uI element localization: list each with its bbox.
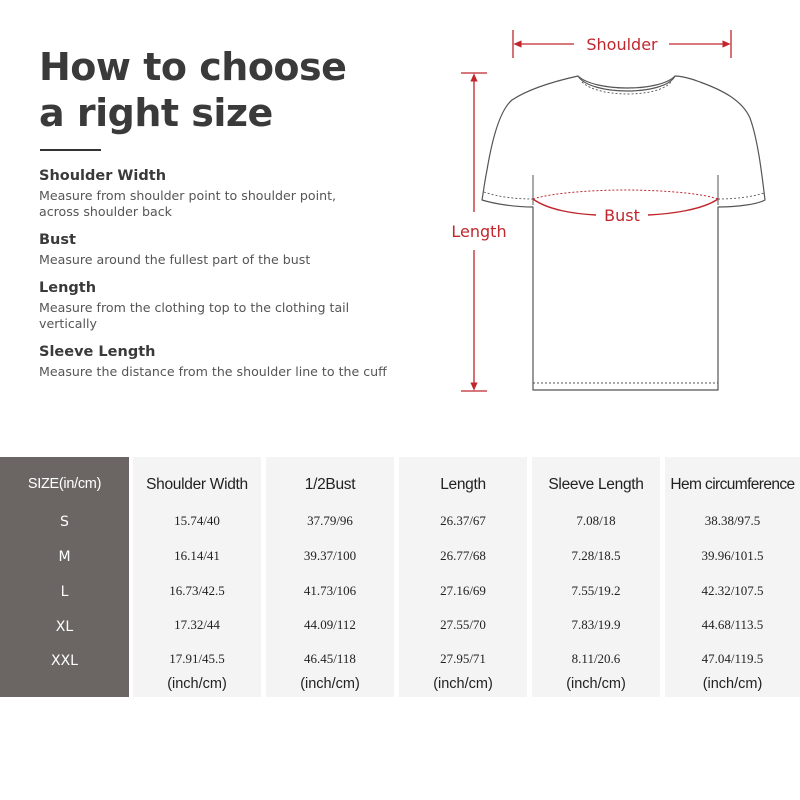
table-cell: 7.08/18 (576, 513, 616, 528)
column-shoulder-width (133, 457, 261, 697)
size-label: M (58, 549, 71, 565)
unit-label: (inch/cm) (167, 676, 227, 692)
table-cell: 17.32/44 (174, 617, 220, 632)
table-cell: 15.74/40 (174, 513, 220, 528)
table-cell: 39.37/100 (303, 548, 357, 563)
column-hem-circumference (665, 457, 800, 697)
table-cell: 37.79/96 (307, 513, 353, 528)
table-cell: 17.91/45.5 (169, 651, 225, 666)
column-length (399, 457, 527, 697)
length-measure (451, 73, 506, 391)
definition-text-line: Measure around the fullest part of the bust (39, 252, 311, 267)
size-label: XXL (51, 653, 78, 669)
column-header: 1/2Bust (304, 476, 356, 493)
table-cell: 46.45/118 (304, 651, 356, 666)
table-cell: 27.55/70 (440, 617, 486, 632)
title-line-2: a right size (39, 91, 273, 135)
table-cell: 16.14/41 (174, 548, 220, 563)
table-cell: 44.09/112 (304, 617, 356, 632)
definition-heading: Length (39, 280, 97, 296)
table-cell: 42.32/107.5 (701, 583, 764, 598)
table-cell: 38.38/97.5 (704, 513, 761, 528)
table-cell: 44.68/113.5 (701, 617, 764, 632)
column-header: Shoulder Width (146, 476, 248, 493)
title-line-1: How to choose (39, 45, 347, 89)
unit-label: (inch/cm) (300, 676, 360, 692)
table-cell: 41.73/106 (303, 583, 357, 598)
size-header: SIZE(in/cm) (27, 476, 102, 492)
definition-heading: Shoulder Width (39, 168, 167, 184)
size-column (0, 457, 129, 697)
column-sleeve-length (532, 457, 660, 697)
definition-text-line: Measure from the clothing top to the clothing tail (39, 300, 350, 315)
bust-label: Bust (604, 206, 640, 225)
column-header: Sleeve Length (548, 476, 644, 493)
definition-text-line: Measure the distance from the shoulder line to the cuff (39, 364, 387, 379)
definition-heading: Bust (39, 232, 76, 248)
table-cell: 7.55/19.2 (571, 583, 621, 598)
table-cell: 27.16/69 (440, 583, 486, 598)
table-cell: 26.37/67 (440, 513, 486, 528)
shoulder-measure (513, 30, 731, 58)
column-header: Length (440, 476, 486, 493)
size-label: L (60, 584, 69, 600)
table-cell: 26.77/68 (440, 548, 486, 563)
size-label: S (60, 514, 69, 530)
definition-text-line: across shoulder back (39, 204, 172, 219)
definition-text-line: vertically (39, 316, 97, 331)
shoulder-label: Shoulder (586, 35, 658, 54)
size-label: XL (55, 619, 74, 635)
column-half-bust (266, 457, 394, 697)
table-cell: 27.95/71 (440, 651, 486, 666)
unit-label: (inch/cm) (702, 676, 763, 692)
table-cell: 7.28/18.5 (571, 548, 621, 563)
unit-label: (inch/cm) (433, 676, 493, 692)
definition-heading: Sleeve Length (39, 344, 156, 360)
tshirt-outline-icon (482, 76, 765, 390)
table-cell: 16.73/42.5 (169, 583, 225, 598)
definition-text-line: Measure from shoulder point to shoulder point, (39, 188, 337, 203)
length-label: Length (451, 222, 507, 241)
table-cell: 47.04/119.5 (701, 651, 764, 666)
table-cell: 8.11/20.6 (571, 651, 621, 666)
size-table (0, 457, 800, 697)
unit-label: (inch/cm) (566, 676, 626, 692)
table-cell: 39.96/101.5 (701, 548, 764, 563)
column-header: Hem circumference (670, 476, 795, 493)
table-cell: 7.83/19.9 (571, 617, 621, 632)
